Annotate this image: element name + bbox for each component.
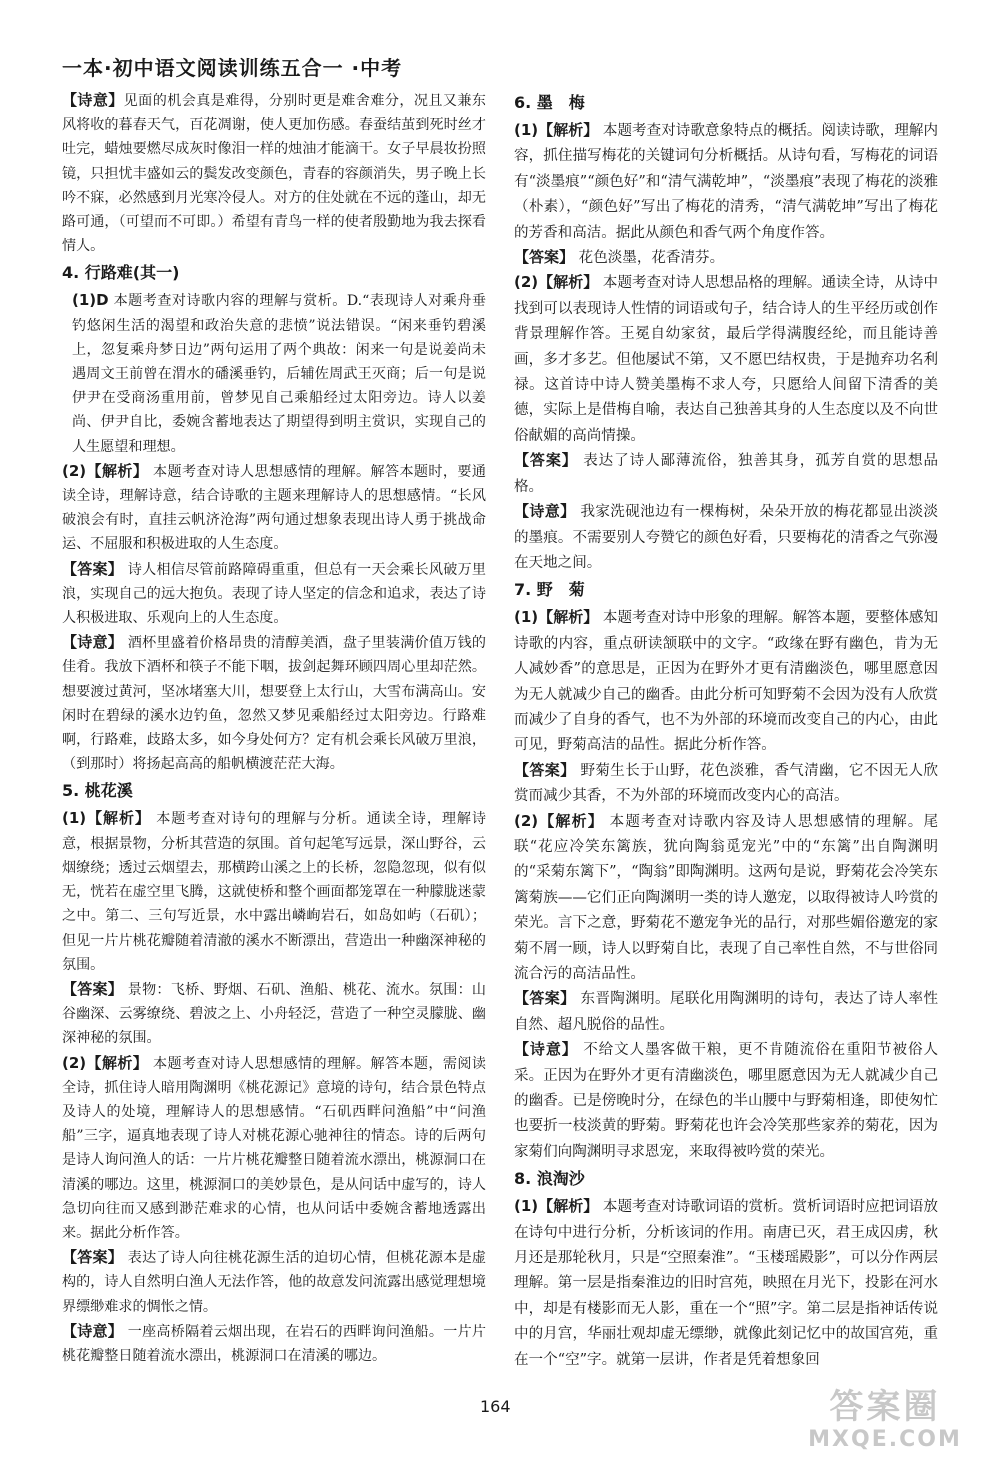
q7-meaning <box>514 1037 938 1164</box>
para-tag: 【诗意】 <box>62 1321 123 1340</box>
para-text: 本题考查对诗中形象的理解。解答本题，要整体感知诗歌的内容，重点研读颔联中的文字。“政缘在野有幽色，肯为无人减妙香”的意思是，正因为在野外才更有清幽淡色，哪里愿意因为无人就减少自己的幽香。由此分析可知野菊不会因为没有人欣赏而减少了自身的香气，也不为外部的环境而改变自己的内心，由此可见，野菊高洁的品性。据此分析作答。 <box>514 609 939 754</box>
para-text: 本题考查对诗人思想感情的理解。解答本题，需阅读全诗，抓住诗人暗用陶渊明《桃花源记》意境的诗句，结合景色特点及诗人的处境，理解诗人的思想感情。“石矶西畔问渔船”中“问渔船”三字，逼真地表现了诗人对桃花源心驰神往的情态。诗的后两句是诗人询问渔人的话：一片片桃花瓣整日随着流水漂出，桃源洞口在清溪的哪边。这里，桃源洞口的美妙景色，是从问话中虚写的，诗人急切向往而又感到渺茫难求的心情，也从问话中委婉含蓄地透露出来。据此分析作答。 <box>62 1055 487 1241</box>
page-header: 一本·初中语文阅读训练五合一 ·中考 <box>62 56 403 80</box>
para-tag: (1)D <box>72 291 109 310</box>
para-tag: 【答案】 <box>514 760 576 779</box>
para-tag: 【诗意】 <box>514 1040 578 1059</box>
q7-answer1 <box>514 758 938 809</box>
question-7-title: 7. 野 菊 <box>514 580 585 600</box>
question-6-title: 6. 墨 梅 <box>514 93 585 112</box>
para-tag: 【答案】 <box>62 979 123 998</box>
para-tag: 【答案】 <box>514 989 576 1008</box>
para-text: 我家洗砚池边有一棵梅树，朵朵开放的梅花都显出淡淡的墨痕。不需要别人夸赞它的颜色好看，只要梅花的清香之气弥漫在天地之间。 <box>514 503 939 571</box>
q5-part1 <box>62 806 486 976</box>
para-tag: (2)【解析】 <box>514 811 604 830</box>
para-text: 本题考查对诗歌内容及诗人思想感情的理解。尾联“花应冷笑东篱族，犹向陶翁觅宠光”中的“东篱”出自陶渊明的“采菊东篱下”，“陶翁”即陶渊明。这两句是说，野菊花会冷笑东篱菊族——它们正向陶渊明一类的诗人邀宠，以取得被诗人吟赏的荣光。言下之意，野菊花不邀宠争光的品行，对那些媚俗邀宠的家菊不屑一顾，诗人以野菊自比，表现了自己率性自然，不与世俗同流合污的高洁品性。 <box>514 812 939 982</box>
watermark-logo: 答案圈 <box>829 1387 941 1427</box>
para-text: 本题考查对诗人思想品格的理解。通读全诗，从诗中找到可以表现诗人性情的词语或句子，结合诗人的生平经历或创作背景理解作答。王冕自幼家贫，最后学得满腹经纶，而且能诗善画，多才多艺。但他屡试不第，又不愿巴结权贵，于是抛弃功名利禄。这首诗中诗人赞美墨梅不求人夸，只愿给人间留下清香的美德，实际上是借梅自喻，表达自己独善其身的人生态度以及不向世俗献媚的高尚情操。 <box>514 274 939 444</box>
site-watermark <box>780 1387 990 1457</box>
para-text: 景物：飞桥、野烟、石矶、渔船、桃花、流水。氛围：山谷幽深、云雾缭绕、碧波之上、小舟轻泛，营造了一种空灵朦胧、幽深神秘的氛围。 <box>62 981 486 1047</box>
para-tag: 【诗意】 <box>514 502 576 521</box>
q6-meaning <box>514 499 938 575</box>
para-tag: (1)【解析】 <box>62 809 151 828</box>
para-text: 一座高桥隔着云烟出现，在岩石的西畔询问渔船。一片片桃花瓣整日随着流水漂出，桃源洞口在清溪的哪边。 <box>62 1323 486 1364</box>
q6-answer1 <box>514 245 938 270</box>
para-text: 本题考查对诗歌意象特点的概括。阅读诗歌，理解内容，抓住描写梅花的关键词句分析概括。从诗句看，写梅花的词语有“淡墨痕”“颜色好”和“清气满乾坤”，“淡墨痕”表现了梅花的淡雅（朴素），“颜色好”写出了梅花的清秀，“清气满乾坤”写出了梅花的芳香和高洁。据此从颜色和香气两个角度作答。 <box>514 122 939 241</box>
para-tag: 【答案】 <box>62 1248 123 1267</box>
q4-part2 <box>62 459 486 557</box>
q5-meaning <box>62 1319 486 1368</box>
para-text: 表达了诗人鄙薄流俗，独善其身，孤芳自赏的思想品格。 <box>514 452 938 495</box>
para-text: 野菊生长于山野，花色淡雅，香气清幽，它不因无人欣赏而减少其香，不为外部的环境而改变内心的高洁。 <box>514 761 939 805</box>
q5-answer2 <box>62 1245 486 1319</box>
para-tag: (1)【解析】 <box>514 1197 599 1216</box>
para-tag: (2)【解析】 <box>62 1053 149 1072</box>
question-4-title: 4. 行路难(其一) <box>62 263 180 283</box>
para-text: 本题考查对诗歌内容的理解与赏析。D.“表现诗人对乘舟垂钓悠闲生活的渴望和政治失意的悲愤”说法错误。“闲来垂钓碧溪上，忽复乘舟梦日边”两句运用了两个典故：闲来一句是说姜尚未遇周文王前曾在渭水的磻溪垂钓，后辅佐周武王灭商；后一句是说伊尹在受商汤重用前，曾梦见自己乘船经过太阳旁边。诗人以姜尚、伊尹自比，委婉含蓄地表达了期望得到明主赏识，实现自己的人生愿望和理想。 <box>72 293 486 455</box>
para-text: 表达了诗人向往桃花源生活的迫切心情，但桃花源本是虚构的，诗人自然明白渔人无法作答，他的故意发问流露出感觉理想境界缥缈难求的惆怅之情。 <box>62 1250 486 1315</box>
poem-meaning-q3 <box>62 88 486 258</box>
para-tag: (1)【解析】 <box>514 608 599 627</box>
para-text: 酒杯里盛着价格昂贵的清醇美酒，盘子里装满价值万钱的佳肴。我放下酒杯和筷子不能下咽，拔剑起舞环顾四周心里却茫然。想要渡过黄河，坚冰堵塞大川，想要登上太行山，大雪布满高山。安闲时在碧绿的溪水边钓鱼，忽然又梦见乘船经过太阳旁边。行路难啊，行路难，歧路太多，如今身处何方？定有机会乘长风破万里浪，（到那时）将扬起高高的船帆横渡茫茫大海。 <box>62 635 486 773</box>
question-8-title: 8. 浪淘沙 <box>514 1169 585 1189</box>
para-text: 本题考查对诗歌词语的赏析。赏析词语时应把词语放在诗句中进行分析，分析该词的作用。南唐已灭，君王成囚虏，秋月还是那轮秋月，只是“空照秦淮”。“玉楼瑶殿影”，可以分作两层理解。第一层是指秦淮边的旧时宫苑，映照在月光下，投影在河水中，却是有楼影而无人影，重在一个“照”字。第二层是指神话传说中的月宫，华丽壮观却虚无缥缈，就像此刻记忆中的故国宫苑，重在一个“空”字。就第一层讲，作者是凭着想象回 <box>514 1198 939 1368</box>
q7-answer2 <box>514 986 938 1037</box>
para-tag: 【诗意】 <box>62 91 124 109</box>
para-text: 见面的机会真是难得，分别时更是难舍难分，况且又兼东风将收的暮春天气，百花凋谢，使人更加伤感。春蚕结茧到死时丝才吐完，蜡烛要燃尽成灰时像泪一样的烛油才能滴干。女子早晨妆扮照镜，只担忧丰盛如云的鬓发改变颜色，青春的容颜消失，男子晚上长吟不寐，必然感到月光寒冷侵人。对方的住处就在不远的蓬山，却无路可通，（可望而不可即。）希望有青鸟一样的使者殷勤地为我去探看情人。 <box>62 93 486 255</box>
q4-part1 <box>62 288 486 458</box>
para-tag: 【答案】 <box>62 559 123 578</box>
para-tag: (2)【解析】 <box>514 273 599 292</box>
q6-part2 <box>514 270 938 448</box>
page-number: 164 <box>480 1397 511 1416</box>
para-tag: 【答案】 <box>514 451 578 470</box>
question-5-title: 5. 桃花溪 <box>62 781 133 801</box>
para-text: 花色淡墨，花香清芬。 <box>578 249 725 267</box>
para-text: 本题考查对诗句的理解与分析。通读全诗，理解诗意，根据景物，分析其营造的氛围。首句起笔写远景，深山野谷，云烟缭绕；透过云烟望去，那横跨山溪之上的长桥，忽隐忽现，似有似无，恍若在虚空里飞腾，这就使桥和整个画面都笼罩在一种朦胧迷蒙之中。第二、三句写近景，水中露出嶙峋岩石，如岛如屿（石矶）；但见一片片桃花瓣随着清澈的溪水不断漂出，营造出一种幽深神秘的氛围。 <box>62 811 487 973</box>
q8-part1 <box>514 1194 938 1372</box>
q4-answer <box>62 557 486 631</box>
para-tag: (2)【解析】 <box>62 461 149 480</box>
para-tag: (1)【解析】 <box>514 121 599 139</box>
q4-meaning <box>62 630 486 776</box>
q7-part2 <box>514 809 938 987</box>
para-text: 东晋陶渊明。尾联化用陶渊明的诗句，表达了诗人率性自然、超凡脱俗的品性。 <box>514 990 939 1033</box>
q5-part2 <box>62 1051 486 1246</box>
para-text: 诗人相信尽管前路障碍重重，但总有一天会乘长风破万里浪，实现自己的远大抱负。表现了诗人坚定的信念和追求，表达了诗人积极进取、乐观向上的人生态度。 <box>62 561 486 627</box>
para-text: 本题考查对诗人思想感情的理解。解答本题时，要通读全诗，理解诗意，结合诗歌的主题来理解诗人的思想感情。“长风破浪会有时，直挂云帆济沧海”两句通过想象表现出诗人勇于挑战命运、不屈服和积极进取的人生态度。 <box>62 463 487 553</box>
left-column <box>62 88 486 1368</box>
q5-answer1 <box>62 977 486 1051</box>
para-tag: 【答案】 <box>514 248 575 267</box>
para-text: 不给文人墨客做干粮，更不肯随流俗在重阳节被俗人采。正因为在野外才更有清幽淡色，哪里愿意因为无人就减少自己的幽香。已是傍晚时分，在绿色的半山腰中与野菊相逢，即使匆忙也要折一枝淡黄的野菊。野菊花也许会冷笑那些家养的菊花，因为家菊们向陶渊明寻求恩宠，来取得被吟赏的荣光。 <box>514 1041 938 1160</box>
watermark-site: MXQE.COM <box>808 1427 962 1452</box>
q6-answer2 <box>514 448 938 499</box>
q6-part1 <box>514 118 938 245</box>
right-column <box>514 88 938 1372</box>
para-tag: 【诗意】 <box>62 633 123 652</box>
q7-part1 <box>514 605 938 757</box>
